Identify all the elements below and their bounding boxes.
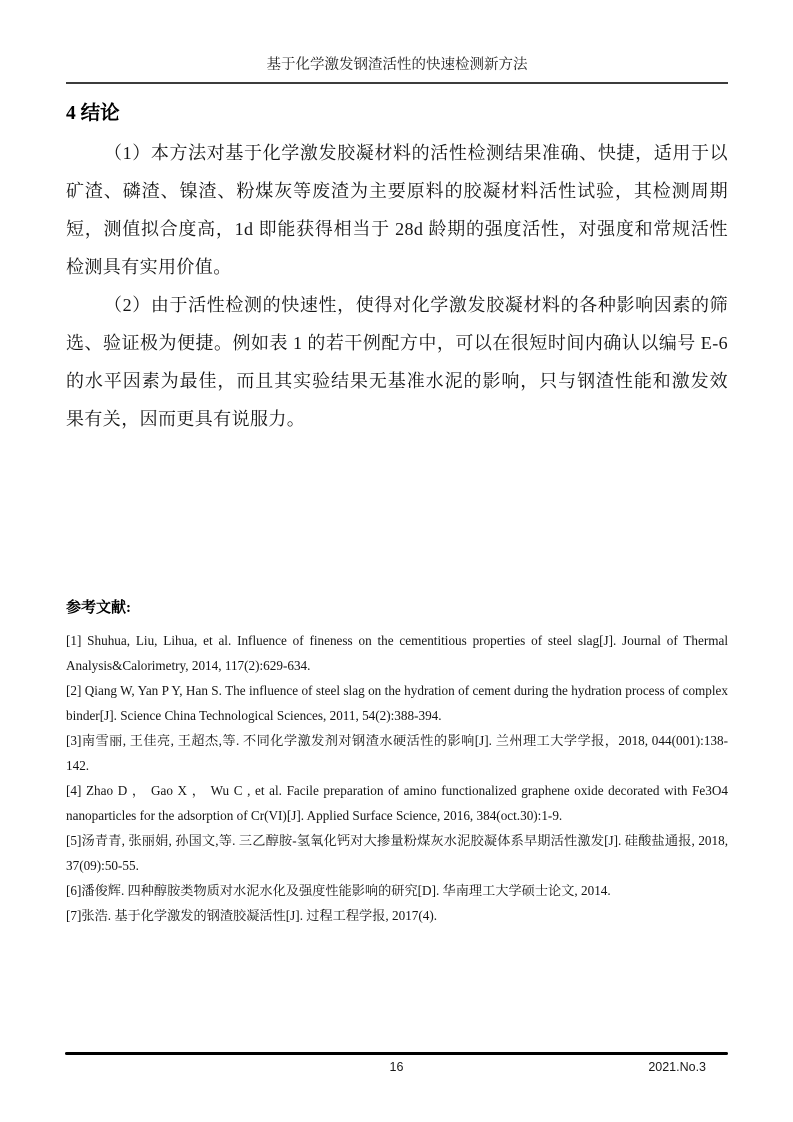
issue-label: 2021.No.3 <box>648 1060 706 1074</box>
reference-item: [3]南雪丽, 王佳亮, 王超杰,等. 不同化学激发剂对钢渣水硬活性的影响[J]. 兰州理工大学学报，2018, 044(001):138-142. <box>66 733 728 773</box>
page-number: 16 <box>389 1060 404 1074</box>
conclusion-body <box>66 134 728 438</box>
reference-item: [1] Shuhua, Liu, Lihua, et al. Influence of fineness on the cementitious properties of steel slag[J]. Journal of Thermal Analysis&Calorimetry, 2014, 117(2):629-634. <box>66 633 728 673</box>
references-section <box>66 598 728 928</box>
reference-item: [4] Zhao D ， Gao X ， Wu C , et al. Facile preparation of amino functionalized graphene oxide decorated with Fe3O4 nanoparticles for the adsorption of Cr(VI)[J]. Applied Surface Science, 2016, 384(oct.30):1-9. <box>66 783 728 823</box>
reference-list <box>66 628 728 928</box>
section-heading: 4 结论 <box>66 103 120 124</box>
running-header <box>66 57 728 84</box>
reference-item: [2] Qiang W, Yan P Y, Han S. The influence of steel slag on the hydration of cement during the hydration process of complex binder[J]. Science China Technological Sciences, 2011, 54(2):388-394. <box>66 683 728 723</box>
conclusion-paragraph-1: （1）本方法对基于化学激发胶凝材料的活性检测结果准确、快捷，适用于以矿渣、磷渣、镍渣、粉煤灰等废渣为主要原料的胶凝材料活性试验，其检测周期短，测值拟合度高，1d 即能获得相当于 28d 龄期的强度活性，对强度和常规活性检测具有实用价值。 <box>66 143 728 277</box>
reference-item: [5]汤青青, 张丽娟, 孙国文,等. 三乙醇胺-氢氧化钙对大掺量粉煤灰水泥胶凝体系早期活性激发[J]. 硅酸盐通报, 2018, 37(09):50-55. <box>66 833 728 873</box>
page-footer <box>65 1058 728 1076</box>
footer-divider <box>65 1052 728 1055</box>
reference-item: [7]张浩. 基于化学激发的钢渣胶凝活性[J]. 过程工程学报, 2017(4). <box>66 908 438 923</box>
reference-item: [6]潘俊辉. 四种醇胺类物质对水泥水化及强度性能影响的研究[D]. 华南理工大学硕士论文, 2014. <box>66 883 611 898</box>
header-divider <box>66 82 728 84</box>
running-header-title: 基于化学激发钢渣活性的快速检测新方法 <box>266 57 528 73</box>
conclusion-paragraph-2: （2）由于活性检测的快速性，使得对化学激发胶凝材料的各种影响因素的筛选、验证极为便捷。例如表 1 的若干例配方中，可以在很短时间内确认以编号 E-6 的水平因素为最佳，而且其实验结果无基准水泥的影响，只与钢渣性能和激发效果有关，因而更具有说服力。 <box>66 295 728 429</box>
references-heading: 参考文献: <box>66 600 131 616</box>
